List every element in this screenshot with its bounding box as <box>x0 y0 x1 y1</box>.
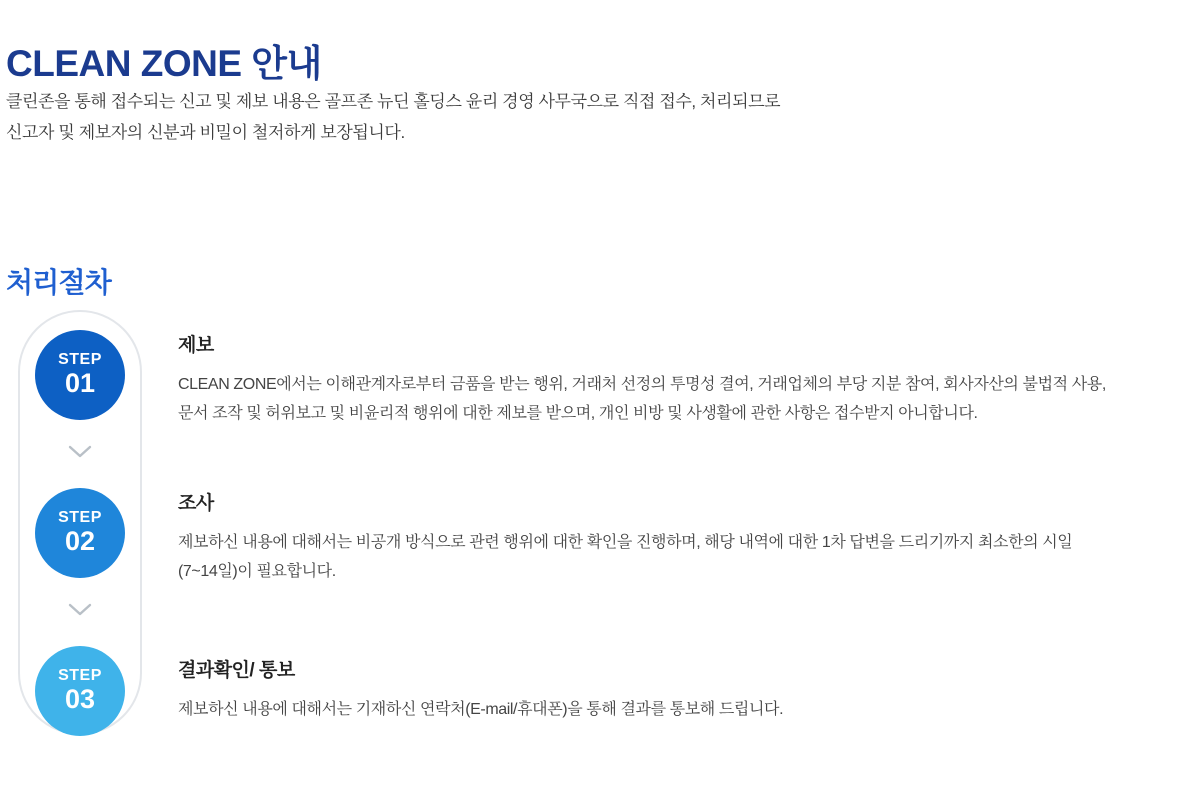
chevron-down-icon <box>68 603 92 617</box>
step-badge-number-03: 03 <box>64 684 96 714</box>
intro-line-1: 클린존을 통해 접수되는 신고 및 제보 내용은 골프존 뉴딘 홀딩스 윤리 경영 사무국으로 직접 접수, 처리되므로 <box>6 92 781 111</box>
step-body-01-line-1: CLEAN ZONE에서는 이해관계자로부터 금품을 받는 행위, 거래처 선정의 투명성 결여, 거래업체의 부당 지분 참여, 회사자산의 불법적 사용, <box>178 376 1106 393</box>
page-title: CLEAN ZONE 안내 <box>6 42 322 84</box>
step-body-01-line-2: 문서 조작 및 허위보고 및 비윤리적 행위에 대한 제보를 받으며, 개인 비방 및 사생활에 관한 사항은 접수받지 아니합니다. <box>178 405 978 422</box>
step-heading-03: 결과확인/ 통보 <box>178 660 295 681</box>
step-badge-label-02: STEP <box>58 509 102 526</box>
step-content-01 <box>178 330 1198 428</box>
step-heading-02: 조사 <box>178 493 214 514</box>
step-badge-01 <box>35 330 125 420</box>
intro-line-2: 신고자 및 제보자의 신분과 비밀이 철저하게 보장됩니다. <box>6 123 405 142</box>
step-content-02 <box>178 488 1198 586</box>
chevron-down-icon <box>68 445 92 459</box>
step-badge-03 <box>35 646 125 736</box>
step-badge-02 <box>35 488 125 578</box>
step-body-03 <box>178 695 1198 724</box>
step-body-02-line-1: 제보하신 내용에 대해서는 비공개 방식으로 관련 행위에 대한 확인을 진행하며, 해당 내역에 대한 1차 답변을 드리기까지 최소한의 시일 <box>178 534 1073 551</box>
step-body-02-line-2: (7~14일)이 필요합니다. <box>178 563 336 580</box>
step-badge-label-03: STEP <box>58 667 102 684</box>
step-body-01 <box>178 370 1198 428</box>
step-content-03 <box>178 655 1198 724</box>
intro-paragraph <box>6 86 780 148</box>
step-badge-number-02: 02 <box>64 526 96 556</box>
step-body-02 <box>178 528 1198 586</box>
step-badge-label-01: STEP <box>58 351 102 368</box>
step-badge-number-01: 01 <box>64 368 96 398</box>
step-heading-01: 제보 <box>178 335 214 356</box>
section-title-process: 처리절차 <box>6 267 111 299</box>
step-body-03-line-1: 제보하신 내용에 대해서는 기재하신 연락처(E-mail/휴대폰)을 통해 결과를 통보해 드립니다. <box>178 701 784 718</box>
